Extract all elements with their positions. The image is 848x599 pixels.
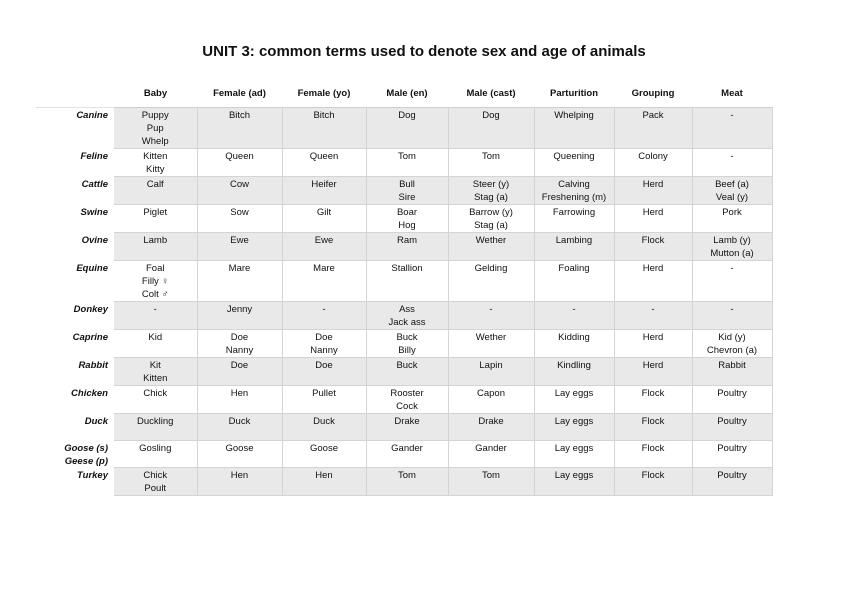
table-cell (448, 205, 534, 233)
cell-term: Colony (638, 151, 668, 162)
table-cell (692, 149, 772, 177)
cell-term: Kitten (143, 373, 168, 384)
header-blank-cell (36, 80, 114, 108)
table-cell (448, 414, 534, 441)
table-cell (197, 414, 282, 441)
table-cell (282, 233, 366, 261)
cell-term: Wether (475, 332, 507, 343)
table-cell (614, 468, 692, 496)
cell-term: Pack (642, 110, 664, 121)
table-cell (282, 386, 366, 414)
cell-term: Rooster (390, 388, 424, 399)
table-cell (197, 386, 282, 414)
cell-term: - (153, 304, 157, 315)
table-cell (614, 302, 692, 330)
table-cell (692, 441, 772, 468)
table-cell (282, 414, 366, 441)
table-cell (366, 468, 448, 496)
cell-term: Filly ♀ (141, 276, 169, 287)
cell-term: Gilt (316, 207, 332, 218)
cell-term: Pullet (312, 388, 336, 399)
table-cell (114, 205, 197, 233)
cell-term: Pup (146, 123, 164, 134)
cell-term: Lay eggs (554, 443, 594, 454)
cell-term: Gander (475, 443, 507, 454)
table-cell (614, 414, 692, 441)
table-cell (197, 330, 282, 358)
animal-name: Chicken (71, 387, 108, 399)
cell-term: - (651, 304, 655, 315)
table-cell (282, 177, 366, 205)
cell-term: Hen (230, 470, 249, 481)
table-cell (197, 149, 282, 177)
table-cell (614, 177, 692, 205)
cell-term: - (572, 304, 576, 315)
cell-term: Gander (391, 443, 423, 454)
cell-term: Poultry (717, 443, 747, 454)
table-cell (197, 177, 282, 205)
cell-term: Chevron (a) (706, 345, 758, 356)
cell-term: Pork (722, 207, 742, 218)
cell-term: Doe (230, 360, 249, 371)
cell-term: Poultry (717, 416, 747, 427)
cell-term: Bitch (228, 110, 251, 121)
table-cell (614, 233, 692, 261)
table-cell (114, 441, 197, 468)
table-cell (692, 468, 772, 496)
table-cell (534, 441, 614, 468)
column-header: Male (en) (366, 80, 448, 108)
table-cell (197, 358, 282, 386)
cell-term: Nanny (310, 345, 338, 356)
cell-term: Sow (230, 207, 249, 218)
row-header-animal (36, 177, 114, 205)
row-header-animal (36, 233, 114, 261)
cell-term: Goose (310, 443, 338, 454)
cell-term: Chick (143, 388, 168, 399)
table-cell (614, 330, 692, 358)
cell-term: - (730, 263, 734, 274)
table-cell (114, 302, 197, 330)
cell-term: Boar (396, 207, 418, 218)
table-cell (114, 358, 197, 386)
table-cell (448, 149, 534, 177)
table-cell (366, 177, 448, 205)
row-header-animal (36, 386, 114, 414)
cell-term: Wether (475, 235, 507, 246)
table-cell (534, 302, 614, 330)
table-cell (534, 414, 614, 441)
table-cell (692, 177, 772, 205)
cell-term: Flock (641, 235, 665, 246)
cell-term: - (489, 304, 493, 315)
cell-term: Duck (228, 416, 251, 427)
cell-term: Goose (225, 443, 254, 454)
table-cell (692, 302, 772, 330)
animal-name: Swine (80, 206, 108, 218)
column-header: Female (ad) (197, 80, 282, 108)
table-cell (448, 358, 534, 386)
table-row (36, 330, 772, 358)
cell-term: - (322, 304, 326, 315)
cell-term: Jack ass (388, 317, 426, 328)
table-cell (282, 358, 366, 386)
row-header-animal (36, 302, 114, 330)
cell-term: Calving (558, 179, 590, 190)
table-cell (692, 233, 772, 261)
cell-term: Ewe (314, 235, 334, 246)
table-row (36, 414, 772, 441)
table-cell (114, 233, 197, 261)
cell-term: Duckling (137, 416, 174, 427)
cell-term: Chick (143, 470, 168, 481)
cell-term: Kid (148, 332, 163, 343)
cell-term: Jenny (226, 304, 253, 315)
cell-term: Hen (315, 470, 333, 481)
cell-term: Lamb (y) (713, 235, 751, 246)
cell-term: Herd (642, 179, 664, 190)
table-row (36, 205, 772, 233)
table-cell (282, 149, 366, 177)
cell-term: Gosling (139, 443, 172, 454)
row-header-animal (36, 441, 114, 468)
column-header: Female (yo) (282, 80, 366, 108)
cell-term: Queening (553, 151, 595, 162)
table-cell (534, 330, 614, 358)
cell-term: Buck (396, 332, 418, 343)
cell-term: Gelding (474, 263, 508, 274)
table-cell (197, 441, 282, 468)
table-cell (614, 149, 692, 177)
animal-name: Equine (76, 262, 108, 274)
table-cell (282, 468, 366, 496)
table-cell (282, 330, 366, 358)
table-cell (692, 261, 772, 302)
cell-term: Flock (641, 443, 665, 454)
cell-term: Doe (315, 360, 333, 371)
cell-term: Kitty (146, 164, 165, 175)
cell-term: Buck (396, 360, 418, 371)
table-cell (282, 261, 366, 302)
column-header: Male (cast) (448, 80, 534, 108)
cell-term: Colt ♂ (141, 289, 169, 300)
table-cell (534, 177, 614, 205)
table-cell (448, 233, 534, 261)
cell-term: Hen (230, 388, 249, 399)
table-cell (534, 386, 614, 414)
cell-term: Farrowing (552, 207, 596, 218)
cell-term: Drake (478, 416, 504, 427)
table-row (36, 233, 772, 261)
column-header: Baby (114, 80, 197, 108)
cell-term: Dog (482, 110, 500, 121)
animal-name: Feline (80, 150, 108, 162)
cell-term: Ram (396, 235, 418, 246)
table-cell (614, 261, 692, 302)
cell-term: Tom (482, 470, 500, 481)
table-cell (692, 414, 772, 441)
table-row (36, 441, 772, 468)
table-cell (366, 108, 448, 149)
table-cell (366, 261, 448, 302)
table-cell (534, 149, 614, 177)
table-cell (614, 386, 692, 414)
cell-term: Rabbit (718, 360, 746, 371)
animal-name: Cattle (81, 178, 108, 190)
cell-term: Tom (482, 151, 500, 162)
cell-term: Lambing (555, 235, 593, 246)
cell-term: Capon (477, 388, 505, 399)
table-cell (366, 358, 448, 386)
table-cell (282, 108, 366, 149)
cell-term: Tom (398, 151, 416, 162)
table-cell (114, 330, 197, 358)
cell-term: Poultry (717, 388, 747, 399)
table-cell (448, 441, 534, 468)
table-cell (114, 386, 197, 414)
cell-term: Calf (146, 179, 164, 190)
column-header: Parturition (534, 80, 614, 108)
table-cell (366, 414, 448, 441)
cell-term: Lay eggs (554, 388, 594, 399)
table-cell (114, 414, 197, 441)
table-cell (448, 468, 534, 496)
table-cell (534, 205, 614, 233)
cell-term: Veal (y) (715, 192, 749, 203)
cell-term: Doe (230, 332, 249, 343)
cell-term: Duck (313, 416, 335, 427)
cell-term: Herd (642, 263, 664, 274)
row-header-animal (36, 358, 114, 386)
table-cell (534, 468, 614, 496)
table-cell (614, 205, 692, 233)
row-header-animal (36, 414, 114, 441)
table-cell (282, 302, 366, 330)
animal-name: Goose (s) (64, 442, 108, 454)
cell-term: Whelping (554, 110, 594, 121)
table-row (36, 108, 772, 149)
cell-term: Foal (146, 263, 165, 274)
cell-term: Freshening (m) (541, 192, 607, 203)
cell-term: - (730, 151, 734, 162)
cell-term: Mutton (a) (710, 248, 754, 259)
cell-term: Lay eggs (554, 416, 594, 427)
cell-term: Doe (315, 332, 333, 343)
column-header: Meat (692, 80, 772, 108)
table-cell (448, 386, 534, 414)
table-row (36, 149, 772, 177)
animal-name: Donkey (73, 303, 108, 315)
cell-term: Hog (398, 220, 416, 231)
table-cell (282, 441, 366, 468)
table-cell (366, 302, 448, 330)
animal-name: Geese (p) (64, 455, 108, 467)
table-cell (114, 468, 197, 496)
animal-name: Caprine (72, 331, 108, 343)
cell-term: Cow (229, 179, 249, 190)
cell-term: Kidding (558, 332, 590, 343)
table-cell (614, 108, 692, 149)
cell-term: Herd (642, 207, 664, 218)
cell-term: Queen (225, 151, 254, 162)
table-row (36, 177, 772, 205)
table-cell (692, 330, 772, 358)
animal-name: Rabbit (78, 359, 108, 371)
cell-term: Bitch (313, 110, 335, 121)
cell-term: Queen (309, 151, 339, 162)
table-cell (692, 386, 772, 414)
table-cell (366, 386, 448, 414)
cell-term: Foaling (558, 263, 590, 274)
cell-term: Beef (a) (715, 179, 749, 190)
page-title: UNIT 3: common terms used to denote sex and age of animals (202, 43, 646, 60)
cell-term: Tom (398, 470, 416, 481)
table-row (36, 468, 772, 496)
table-cell (114, 177, 197, 205)
row-header-animal (36, 330, 114, 358)
table-cell (282, 205, 366, 233)
cell-term: Kit (149, 360, 161, 371)
table-cell (114, 108, 197, 149)
cell-term: Billy (398, 345, 416, 356)
cell-term: Ewe (230, 235, 249, 246)
cell-term: - (730, 304, 734, 315)
table-cell (534, 358, 614, 386)
cell-term: Barrow (y) (469, 207, 513, 218)
cell-term: Piglet (143, 207, 168, 218)
table-cell (366, 233, 448, 261)
cell-term: Mare (313, 263, 335, 274)
animal-terms-table (36, 80, 773, 496)
row-header-animal (36, 108, 114, 149)
table-cell (448, 177, 534, 205)
cell-term: Mare (228, 263, 251, 274)
table-cell (448, 302, 534, 330)
table-cell (366, 441, 448, 468)
table-cell (692, 108, 772, 149)
animal-name: Duck (84, 415, 108, 427)
cell-term: Flock (641, 388, 665, 399)
table-body (36, 108, 772, 496)
cell-term: Lapin (479, 360, 503, 371)
cell-term: Heifer (311, 179, 337, 190)
cell-term: Kid (y) (718, 332, 746, 343)
header-row (36, 80, 772, 108)
row-header-animal (36, 205, 114, 233)
cell-term: Nanny (225, 345, 254, 356)
table-cell (197, 302, 282, 330)
column-header: Grouping (614, 80, 692, 108)
row-header-animal (36, 149, 114, 177)
cell-term: Stag (a) (474, 192, 508, 203)
cell-term: Dog (398, 110, 416, 121)
table-cell (534, 233, 614, 261)
cell-term: Lay eggs (554, 470, 594, 481)
table-cell (366, 330, 448, 358)
cell-term: Flock (641, 416, 665, 427)
cell-term: Ass (399, 304, 415, 315)
cell-term: Kindling (557, 360, 591, 371)
table-cell (197, 205, 282, 233)
table-cell (114, 149, 197, 177)
table-cell (114, 261, 197, 302)
cell-term: Puppy (141, 110, 169, 121)
row-header-animal (36, 468, 114, 496)
animal-name: Turkey (77, 469, 108, 481)
cell-term: Bull (399, 179, 415, 190)
table-cell (448, 330, 534, 358)
table-row (36, 261, 772, 302)
table-cell (197, 108, 282, 149)
table-cell (614, 441, 692, 468)
table-cell (448, 108, 534, 149)
table-cell (197, 468, 282, 496)
table-cell (366, 205, 448, 233)
table-row (36, 358, 772, 386)
cell-term: Steer (y) (472, 179, 510, 190)
cell-term: - (730, 110, 734, 121)
cell-term: Drake (394, 416, 420, 427)
table-cell (197, 233, 282, 261)
table-cell (366, 149, 448, 177)
cell-term: Herd (642, 332, 664, 343)
table-cell (692, 205, 772, 233)
cell-term: Kitten (143, 151, 168, 162)
table-cell (448, 261, 534, 302)
cell-term: Whelp (141, 136, 169, 147)
cell-term: Poultry (717, 470, 747, 481)
cell-term: Poult (144, 483, 167, 494)
table-row (36, 386, 772, 414)
cell-term: Sire (398, 192, 416, 203)
table-cell (692, 358, 772, 386)
table-cell (534, 261, 614, 302)
table-cell (614, 358, 692, 386)
cell-term: Cock (396, 401, 418, 412)
table-cell (197, 261, 282, 302)
row-header-animal (36, 261, 114, 302)
cell-term: Lamb (143, 235, 168, 246)
animal-name: Canine (76, 110, 108, 121)
table-cell (534, 108, 614, 149)
table-row (36, 302, 772, 330)
cell-term: Stallion (391, 263, 423, 274)
animal-name: Ovine (81, 234, 108, 246)
cell-term: Stag (a) (474, 220, 508, 231)
cell-term: Flock (641, 470, 665, 481)
cell-term: Herd (642, 360, 664, 371)
